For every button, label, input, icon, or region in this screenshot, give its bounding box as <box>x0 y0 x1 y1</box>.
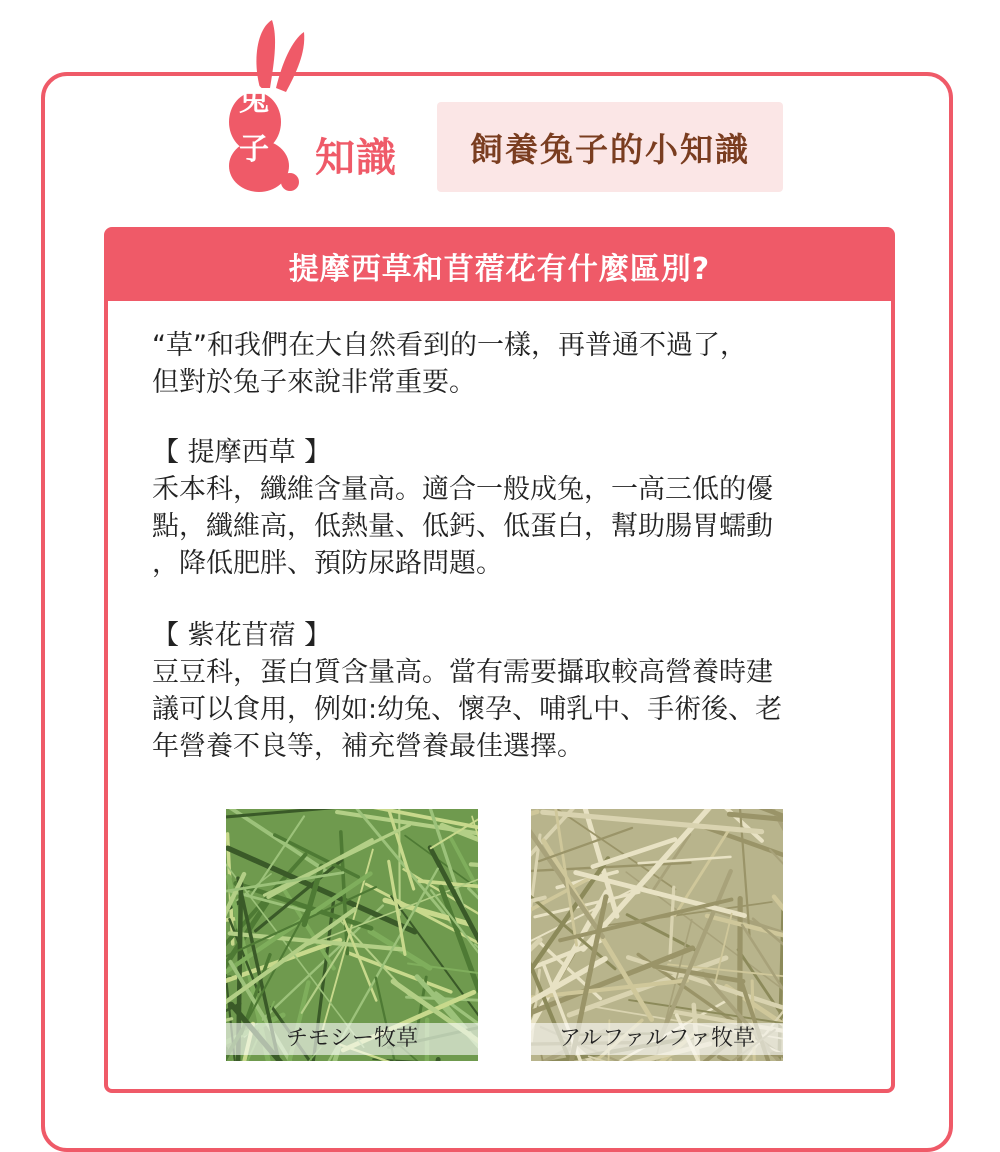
alfalfa-body: 豆豆科，蛋白質含量高。當有需要攝取較高營養時建 議可以食用，例如:幼兔、懷孕、哺乳中、手術後、老 年營養不良等，補充營養最佳選擇。 <box>152 654 862 765</box>
alfalfa-title: 【 紫花苜蓿 】 <box>152 617 862 654</box>
logo-char-child: 子 <box>233 135 275 165</box>
timothy-hay-caption: チモシー牧草 <box>226 1023 478 1055</box>
knowledge-word: 知識 <box>315 138 397 178</box>
banner-title: 飼養兔子的小知識 <box>437 102 783 192</box>
timothy-title: 【 提摩西草 】 <box>152 434 862 471</box>
timothy-hay-photo <box>226 809 478 1061</box>
alfalfa-hay-caption: アルファルファ牧草 <box>531 1023 783 1055</box>
card-heading: 提摩西草和苜蓿花有什麼區別? <box>108 231 891 301</box>
logo-char-rabbit: 兔 <box>233 86 275 116</box>
intro-paragraph: “草”和我們在大自然看到的一樣，再普通不過了， 但對於兔子來說非常重要。 <box>152 327 862 401</box>
alfalfa-hay-photo <box>531 809 783 1061</box>
timothy-body: 禾本科，纖維含量高。適合一般成兔，一高三低的優 點，纖維高，低熱量、低鈣、低蛋白，幫助腸胃蠕動 ，降低肥胖、預防尿路問題。 <box>152 471 862 582</box>
